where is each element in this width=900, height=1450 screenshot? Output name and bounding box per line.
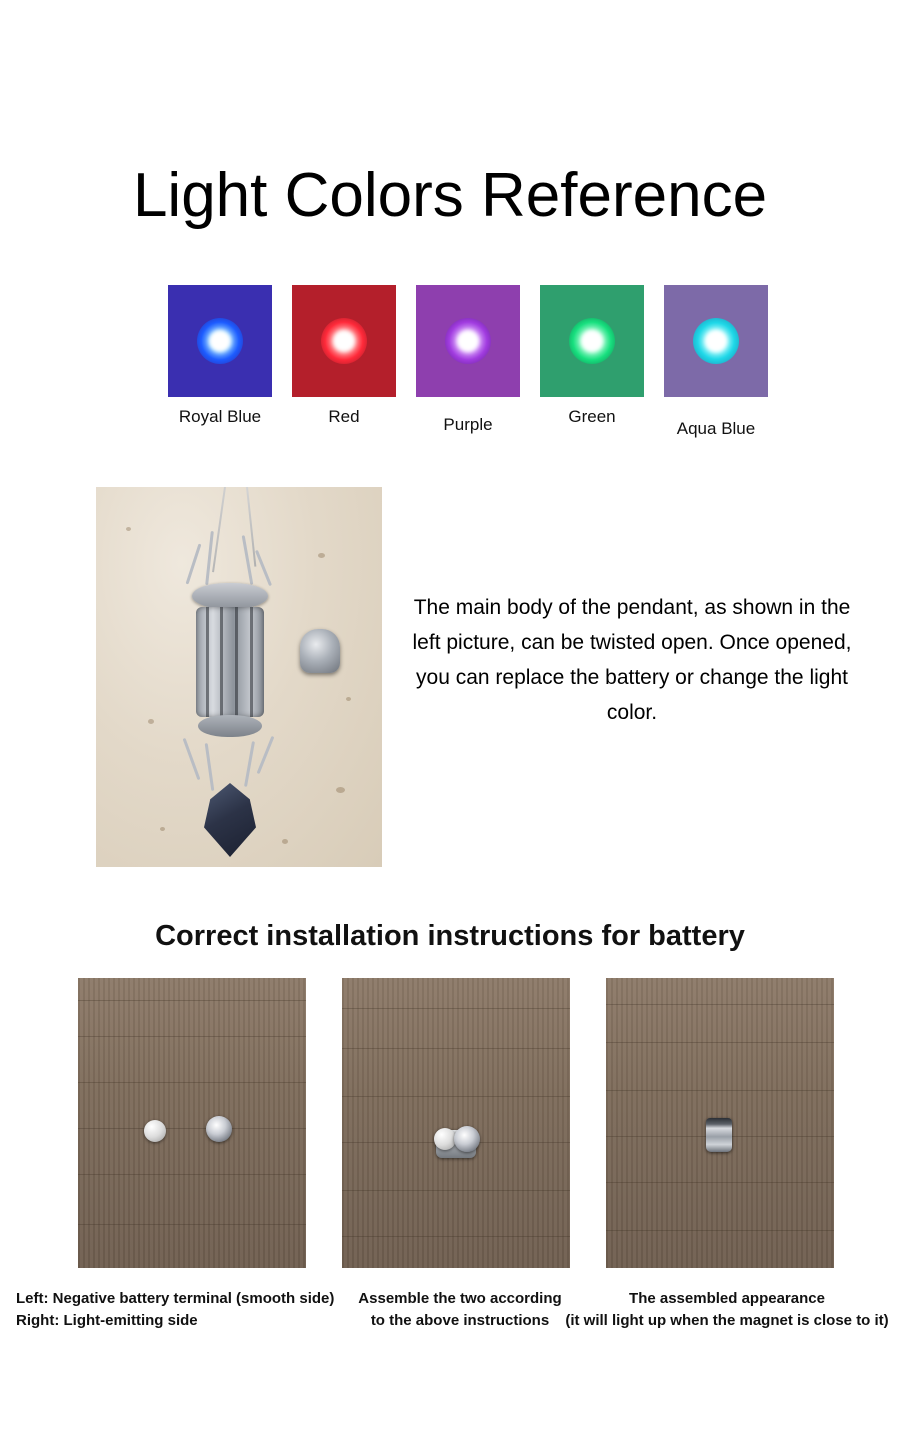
gem-core-icon xyxy=(581,330,603,352)
color-label-aqua-blue: Aqua Blue xyxy=(676,419,756,438)
pendant-cap-piece xyxy=(300,629,340,673)
caption-line: Assemble the two according xyxy=(358,1290,562,1307)
battery-step-caption-3 xyxy=(562,1288,892,1332)
color-label-green: Green xyxy=(568,407,616,426)
led-light-emitting xyxy=(206,1116,232,1142)
battery-step-photo-1 xyxy=(78,978,306,1268)
pendant-cage-top xyxy=(192,583,268,609)
caption-line: Right: Light-emitting side xyxy=(16,1312,198,1329)
gem-core-icon xyxy=(209,330,231,352)
battery-step-photo-3 xyxy=(606,978,834,1268)
pendant-description: The main body of the pendant, as shown in the left picture, can be twisted open. Once opened, you can replace the battery or change the light color. xyxy=(412,596,852,724)
necklace-chain-left xyxy=(212,487,226,572)
battery-section-heading: Correct installation instructions for battery xyxy=(155,920,745,952)
color-swatch-green xyxy=(540,285,644,397)
light-color-swatch-row xyxy=(168,285,768,445)
caption-line: (it will light up when the magnet is close to it) xyxy=(565,1312,889,1329)
led-light-emitting xyxy=(454,1126,480,1152)
pendant-photo xyxy=(96,487,382,867)
color-label-purple: Purple xyxy=(443,415,493,434)
gem-core-icon xyxy=(705,330,727,352)
color-swatch-red xyxy=(292,285,396,397)
battery-step-caption-2 xyxy=(336,1288,584,1332)
caption-line: The assembled appearance xyxy=(629,1290,825,1307)
pendant-cage-body xyxy=(196,607,264,717)
battery-step-photo-2 xyxy=(342,978,570,1268)
battery-cell-negative xyxy=(434,1128,456,1150)
color-swatch-royal-blue xyxy=(168,285,272,397)
caption-line: Left: Negative battery terminal (smooth side) xyxy=(16,1290,335,1307)
color-swatch-aqua-blue xyxy=(664,285,768,397)
pendant-cage-bottom xyxy=(198,715,262,737)
assembled-battery-unit xyxy=(706,1118,732,1152)
gem-core-icon xyxy=(457,330,479,352)
battery-cell-negative xyxy=(144,1120,166,1142)
color-label-royal-blue: Royal Blue xyxy=(178,407,262,426)
color-swatch-purple xyxy=(416,285,520,397)
page-title: Light Colors Reference xyxy=(132,161,768,230)
crystal-drop xyxy=(204,783,256,857)
caption-line: to the above instructions xyxy=(370,1312,550,1329)
color-label-red: Red xyxy=(328,407,360,426)
battery-step-caption-1 xyxy=(16,1288,346,1332)
gem-core-icon xyxy=(333,330,355,352)
